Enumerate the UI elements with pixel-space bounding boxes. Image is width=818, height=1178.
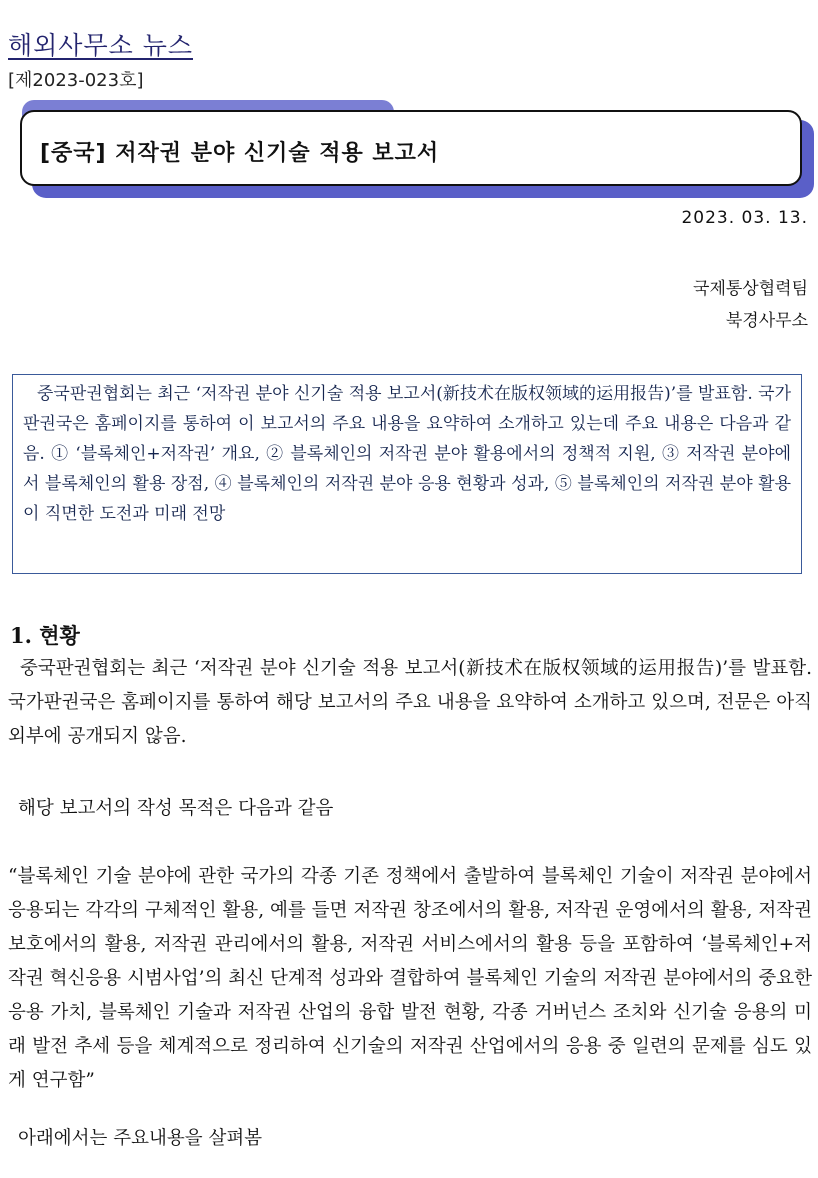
section-paragraph-1: 중국판권협회는 최근 ‘저작권 분야 신기술 적용 보고서(新技术在版权领域的运用报告)’를 발표함. 국가판권국은 홈페이지를 통하여 해당 보고서의 주요 내용을 요약하여 소개하고 있으며, 전문은 아직 외부에 공개되지 않음. — [8, 658, 812, 747]
document-title: [중국] 저작권 분야 신기술 적용 보고서 — [40, 141, 440, 166]
section-paragraph-2: 해당 보고서의 작성 목적은 다음과 같음 — [18, 798, 334, 819]
office-name: 북경사무소 — [725, 311, 808, 331]
issue-number: [제2023-023호] — [8, 70, 144, 91]
title-box — [20, 110, 802, 186]
report-date: 2023. 03. 13. — [681, 208, 808, 228]
section-paragraph-3: 아래에서는 주요내용을 살펴봄 — [18, 1128, 263, 1149]
summary-box — [12, 374, 802, 574]
team-name: 국제통상협력팀 — [693, 279, 808, 299]
section-heading: 1. 현황 — [10, 623, 80, 648]
summary-text: 중국판권협회는 최근 ‘저작권 분야 신기술 적용 보고서(新技术在版权领域的运用报告)’를 발표함. 국가판권국은 홈페이지를 통하여 이 보고서의 주요 내용을 요약하여 소개하고 있는데 주요 내용은 다음과 같음. ① ‘블록체인+저작권’ 개요, ② 블록체인의 저작권 분야 활용에서의 정책적 지원, ③ 저작권 분야에서 블록체인의 활용 장점, ④ 블록체인의 저작권 분야 응용 현황과 성과, ⑤ 블록체인의 저작권 분야 활용이 직면한 도전과 미래 전망 — [23, 384, 791, 524]
newsletter-title[interactable]: 해외사무소 뉴스 — [8, 31, 193, 60]
section-quote: “블록체인 기술 분야에 관한 국가의 각종 기존 정책에서 출발하여 블록체인 기술이 저작권 분야에서 응용되는 각각의 구체적인 활용, 예를 들면 저작권 창조에서의 활용, 저작권 운영에서의 활용, 저작권 보호에서의 활용, 저작권 관리에서의 활용, 저작권 서비스에서의 활용 등을 포함하여 ‘블록체인+저작권 혁신응용 시범사업’의 최신 단계적 성과와 결합하여 블록체인 기술의 저작권 분야에서의 중요한 응용 가치, 블록체인 기술과 저작권 산업의 융합 발전 현황, 각종 거버넌스 조치와 신기술 응용의 미래 발전 추세 등을 체계적으로 정리하여 신기술의 저작권 산업에서의 응용 중 일련의 문제를 심도 있게 연구함” — [8, 866, 812, 1091]
